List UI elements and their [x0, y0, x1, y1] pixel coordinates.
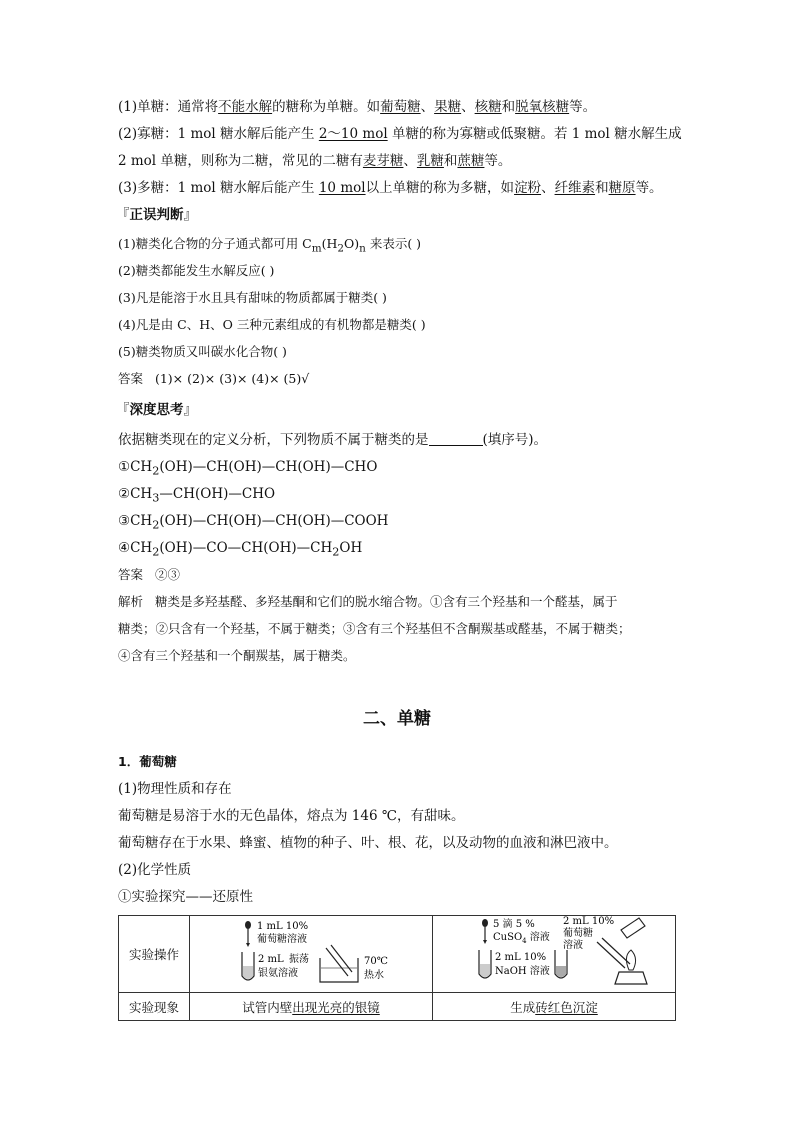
fig-right-text-3: 2 mL 10% [495, 952, 547, 963]
section-title: 二、单糖 [363, 709, 431, 729]
fig-left-text-4: 振荡 [289, 954, 309, 965]
glucose-p2: 葡萄糖存在于水果、蜂蜜、植物的种子、叶、根、花，以及动物的血液和淋巴液中。 [118, 835, 618, 851]
table-row-result [119, 993, 676, 1021]
fig-left-text-1: 1 mL 10% [257, 921, 309, 932]
judge-tag: 『正误判断』 [116, 207, 197, 223]
test-tube-icon [555, 950, 567, 978]
def-oligosaccharide: (2)寡糖：1 mol 糖水解后能产生 2～10 mol 单糖的称为寡糖或低聚糖。若 1 mol 糖水解生成 [118, 126, 682, 142]
judge-item-3: (3)凡是能溶于水且具有甜味的物质都属于糖类( ) [118, 290, 387, 305]
option-4: $④CH_2(OH)—CO—CH(OH)—CH_2OH$ [118, 540, 363, 559]
glucose-p1: 葡萄糖是易溶于水的无色晶体，熔点为 146 ℃，有甜味。 [118, 808, 465, 824]
left-result: 试管内壁出现光亮的银镜 [190, 993, 433, 1021]
def-disaccharide: 2 mol 单糖，则称为二糖，常见的二糖有麦芽糖、乳糖和蔗糖等。 [118, 153, 512, 169]
fig-right-text-7: 溶液 [563, 940, 583, 951]
row-label-result: 实验现象 [119, 993, 190, 1021]
glucose-sub1: (1)物理性质和存在 [118, 781, 232, 797]
fig-right-text-1: 5 滴 5 % [493, 919, 535, 930]
fig-right-text-2: CuSO$_4$ 溶液 [493, 932, 550, 945]
judge-item-4: (4)凡是由 C、H、O 三种元素组成的有机物都是糖类( ) [118, 317, 426, 332]
glucose-sub3: ①实验探究——还原性 [118, 889, 253, 905]
test-tube-icon [479, 950, 491, 978]
option-2: $②CH_3—CH(OH)—CHO$ [118, 486, 276, 505]
analysis-line-1: 解析 糖类是多羟基醛、多羟基酮和它们的脱水缩合物。①含有三个羟基和一个醛基，属于 [118, 594, 618, 609]
fig-left-text-2: 葡萄糖溶液 [257, 934, 307, 945]
fig-right-text-4: NaOH 溶液 [495, 966, 550, 977]
table-row-operation [119, 916, 676, 993]
judge-item-5: (5)糖类物质又叫碳水化合物( ) [118, 344, 287, 359]
fig-right-text-5: 2 mL 10% [563, 916, 615, 927]
analysis-line-2: 糖类；②只含有一个羟基，不属于糖类；③含有三个羟基但不含酮羰基或醛基，不属于糖类； [118, 621, 631, 636]
judge-item-2: (2)糖类都能发生水解反应( ) [118, 263, 275, 278]
copper-hydroxide-apparatus [433, 916, 675, 988]
judge-item-1: (1)糖类化合物的分子通式都可用 $C_m(H_2O)_n$ 来表示( ) [118, 236, 422, 255]
fig-left-text-6: 70℃ [364, 956, 388, 967]
fig-right-text-6: 葡萄糖 [563, 928, 593, 939]
think-answer: 答案 ②③ [118, 567, 180, 582]
fig-left-text-5: 银氨溶液 [258, 968, 298, 979]
row-label-operation: 实验操作 [119, 916, 190, 993]
dropper-icon [245, 921, 251, 947]
def-polysaccharide: (3)多糖：1 mol 糖水解后能产生 10 mol以上单糖的称为多糖，如淀粉、纤维素和糖原等。 [118, 180, 663, 196]
left-figure-cell [190, 916, 433, 993]
think-question: 依据糖类现在的定义分析，下列物质不属于糖类的是 (填序号)。 [118, 432, 548, 448]
def-monosaccharide: (1)单糖：通常将不能水解的糖称为单糖。如葡萄糖、果糖、核糖和脱氧核糖等。 [118, 99, 597, 115]
option-1: $①CH_2(OH)—CH(OH)—CH(OH)—CHO$ [118, 459, 378, 478]
dropper-icon [482, 919, 488, 944]
right-result: 生成砖红色沉淀 [433, 993, 676, 1021]
analysis-line-3: ④含有三个羟基和一个酮羰基，属于糖类。 [118, 648, 356, 663]
answer-blank [429, 431, 483, 446]
test-tube-icon [242, 952, 254, 980]
judge-answer: 答案 (1)× (2)× (3)× (4)× (5)√ [118, 371, 310, 386]
option-3: $③CH_2(OH)—CH(OH)—CH(OH)—COOH$ [118, 513, 389, 532]
right-figure-cell [433, 916, 676, 993]
fig-left-text-7: 热水 [364, 970, 384, 981]
experiment-table [118, 915, 676, 1021]
fig-left-text-3: 2 mL [258, 954, 284, 965]
alcohol-lamp-heating-icon [597, 918, 647, 984]
think-tag: 『深度思考』 [116, 402, 197, 418]
silver-mirror-apparatus [190, 916, 432, 988]
glucose-sub2: (2)化学性质 [118, 862, 192, 878]
water-bath-beaker-icon [320, 945, 358, 982]
glucose-title: 1．葡萄糖 [118, 754, 177, 769]
